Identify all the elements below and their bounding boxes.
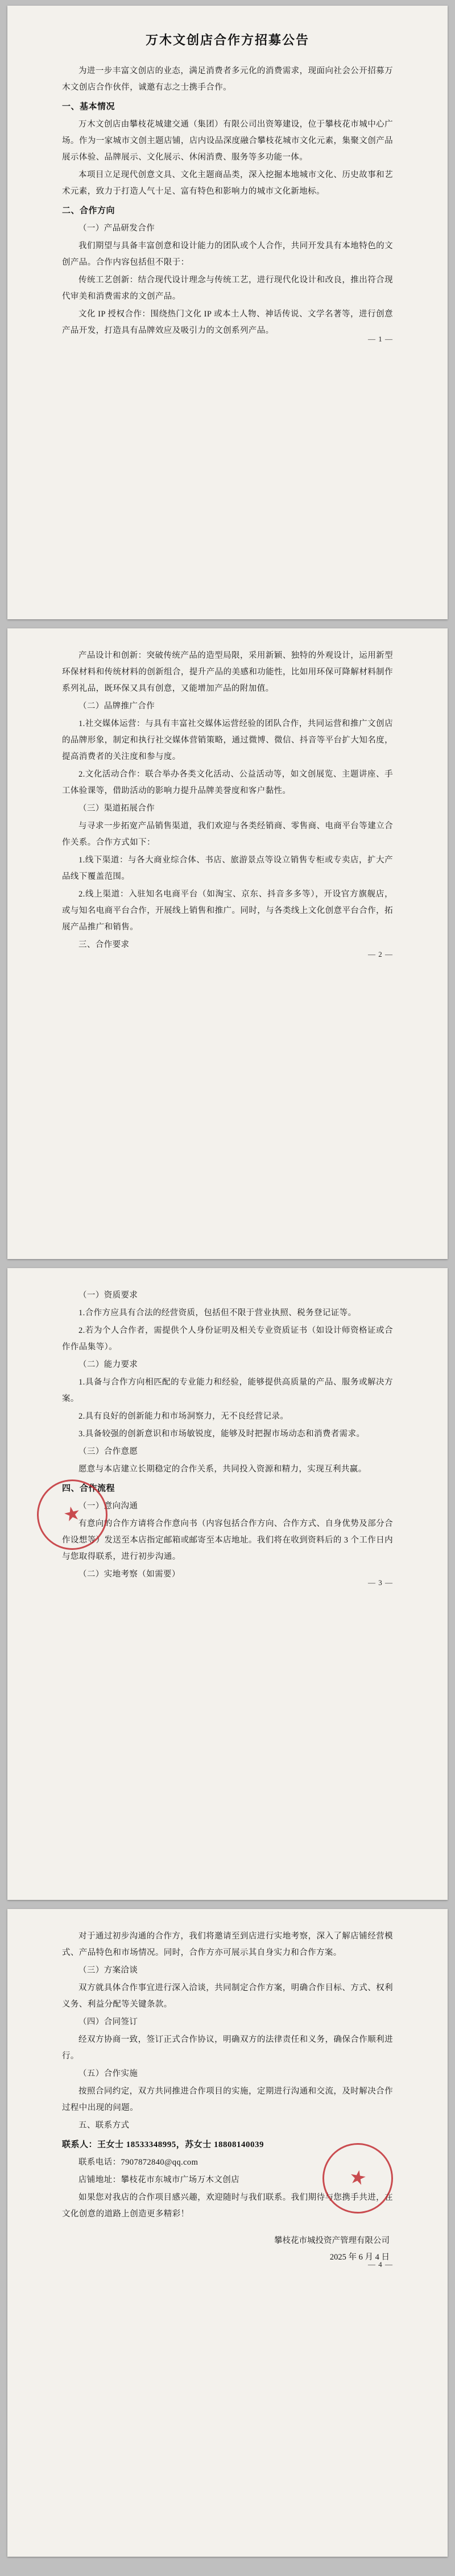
paragraph: 3.具备较强的创新意识和市场敏锐度，能够及时把握市场动态和消费者需求。 [78, 1429, 365, 1439]
paragraph: （一）产品研发合作 [78, 224, 155, 233]
signature-org: 攀枝花市城投资产管理有限公司 [274, 2236, 390, 2245]
paragraph: 2.线上渠道：入驻知名电商平台（如淘宝、京东、抖音多多等），开设官方旗舰店，或与知名电商平台合作，开展线上销售和推广。同时，与各类线上文化创意平台合作，拓展产品推广和销售。 [62, 890, 393, 932]
page-number: — 2 — [368, 950, 393, 958]
paragraph: 双方就具体合作事宜进行深入洽谈，共同制定合作方案，明确合作目标、方式、权利义务、利益分配等关键条款。 [62, 1983, 393, 2009]
paragraph: （三）合作意愿 [78, 1447, 138, 1456]
paragraph: 1.线下渠道：与各大商业综合体、书店、旅游景点等设立销售专柜或专卖店，扩大产品线下覆盖范围。 [62, 856, 393, 881]
section-heading: 四、合作流程 [62, 1484, 115, 1493]
page-number: — 1 — [368, 335, 393, 343]
paragraph: 万木文创店由攀枝花城建交通（集团）有限公司出资筹建设，位于攀枝花市城中心广场。作为一家城市文创主题店铺，店内设品深度融合攀枝花城市文化元素，集聚文创产品展示体验、品牌展示、文化展示、休闲消费、服务等多功能一体。 [62, 120, 393, 162]
section-heading: 一、基本情况 [62, 102, 115, 111]
paragraph: 本项目立足现代创意文具、文化主题商品类，深入挖掘本地城市文化、历史故事和艺术元素，致力于打造人气十足、富有特色和影响力的城市文化新地标。 [62, 170, 393, 196]
paragraph: （五）合作实施 [78, 2069, 138, 2078]
document-page-1 [7, 6, 448, 619]
document-page-2 [7, 628, 448, 1259]
paragraph: 1.社交媒体运营：与具有丰富社交媒体运营经验的团队合作，共同运营和推广文创店的品牌形象，制定和执行社交媒体营销策略，通过微博、微信、抖音等平台扩大知名度，提高消费者的关注度和参与度。 [62, 719, 393, 761]
paragraph: （二）品牌推广合作 [78, 702, 155, 711]
paragraph: 愿意与本店建立长期稳定的合作关系，共同投入资源和精力，实现互利共赢。 [78, 1465, 367, 1474]
paragraph: （四）合同签订 [78, 2018, 138, 2027]
section-heading: 联系人：王女士 18533348995，苏女士 18808140039 [62, 2140, 264, 2149]
signature-date: 2025 年 6 月 4 日 [329, 2253, 390, 2262]
document-page-3 [7, 1268, 448, 1900]
seal-star-icon: ★ [347, 2166, 369, 2190]
paragraph: 对于通过初步沟通的合作方，我们将邀请至到店进行实地考察，深入了解店铺经营模式、产品特色和市场情况。同时，合作方亦可展示其自身实力和合作方案。 [62, 1932, 393, 1957]
paragraph: 三、合作要求 [78, 940, 130, 949]
document-page-4 [7, 1909, 448, 2557]
paragraph: 1.合作方应具有合法的经营资质，包括但不限于营业执照、税务登记证等。 [78, 1308, 357, 1318]
paragraph: （二）能力要求 [78, 1360, 138, 1369]
contact-address: 如果您对我店的合作项目感兴趣，欢迎随时与我们联系。我们期待与您携手共进，在文化创意的道路上创造更多精彩！ [62, 2193, 393, 2219]
paragraph: 与寻求一步拓宽产品销售渠道，我们欢迎与各类经销商、零售商、电商平台等建立合作关系。合作方式如下： [62, 822, 393, 847]
page-number: — 4 — [368, 2260, 393, 2269]
contact-person: 联系电话：7907872840@qq.com [78, 2158, 198, 2167]
paragraph: 2.文化活动合作：联合举办各类文化活动、公益活动等，如文创展览、主题讲座、手工体验课等，借助活动的影响力提升品牌美誉度和客户黏性。 [62, 770, 393, 795]
section-heading: 二、合作方向 [62, 206, 115, 215]
paragraph: （二）实地考察（如需要） [78, 1570, 180, 1579]
paragraph: （三）方案洽谈 [78, 1966, 138, 1975]
paragraph: （三）渠道拓展合作 [78, 804, 155, 813]
paragraph: 我们期望与具备丰富创意和设计能力的团队或个人合作，共同开发具有本地特色的文创产品。合作内容包括但不限于： [62, 241, 393, 267]
seal-star-icon: ★ [61, 1502, 83, 1527]
paragraph: （一）资质要求 [78, 1291, 138, 1300]
paragraph: 1.具备与合作方向相匹配的专业能力和经验，能够提供高质量的产品、服务或解决方案。 [62, 1378, 393, 1403]
paragraph: 2.具有良好的创新能力和市场洞察力，无不良经营记录。 [78, 1412, 289, 1421]
paragraph: 有意向的合作方请将合作意向书（内容包括合作方向、合作方式、自身优势及部分合作设想等）发送至本店指定邮箱或邮寄至本店地址。我们将在收到资料后的 3 个工作日内与您取得联系，进行初步沟通。 [62, 1519, 393, 1561]
contact-email: 店铺地址：攀枝花市东城市广场万木文创店 [78, 2175, 240, 2185]
paragraph: 产品设计和创新：突破传统产品的造型局限，采用新颖、独特的外观设计，运用新型环保材料和传统材料的创新组合，提升产品的美感和功能性，比如用环保可降解材料制作系列礼品，既环保又具有创意，又能增加产品的附加值。 [62, 651, 393, 693]
page-title: 万木文创店合作方招募公告 [145, 33, 309, 47]
paragraph: 五、联系方式 [78, 2121, 130, 2130]
signature-block [62, 2233, 393, 2266]
page-number: — 3 — [368, 1578, 393, 1587]
paragraph: 2.若为个人合作者，需提供个人身份证明及相关专业资质证书（如设计师资格证或合作作品集等）。 [62, 1326, 393, 1352]
paragraph: 为进一步丰富文创店的业态，满足消费者多元化的消费需求，现面向社会公开招募万木文创店合作伙伴，诚邀有志之士携手合作。 [62, 66, 393, 92]
paragraph: 经双方协商一致，签订正式合作协议，明确双方的法律责任和义务，确保合作顺利进行。 [62, 2035, 393, 2061]
paragraph: 按照合同约定，双方共同推进合作项目的实施，定期进行沟通和交流，及时解决合作过程中出现的问题。 [62, 2087, 393, 2112]
paragraph: 文化 IP 授权合作：围绕热门文化 IP 或本土人物、神话传说、文学名著等，进行创意产品开发，打造具有品牌效应及吸引力的文创系列产品。 [62, 310, 393, 335]
paragraph: 传统工艺创新：结合现代设计理念与传统工艺，进行现代化设计和改良，推出符合现代审美和消费需求的文创产品。 [62, 276, 393, 301]
paragraph: （一）意向沟通 [78, 1502, 138, 1511]
